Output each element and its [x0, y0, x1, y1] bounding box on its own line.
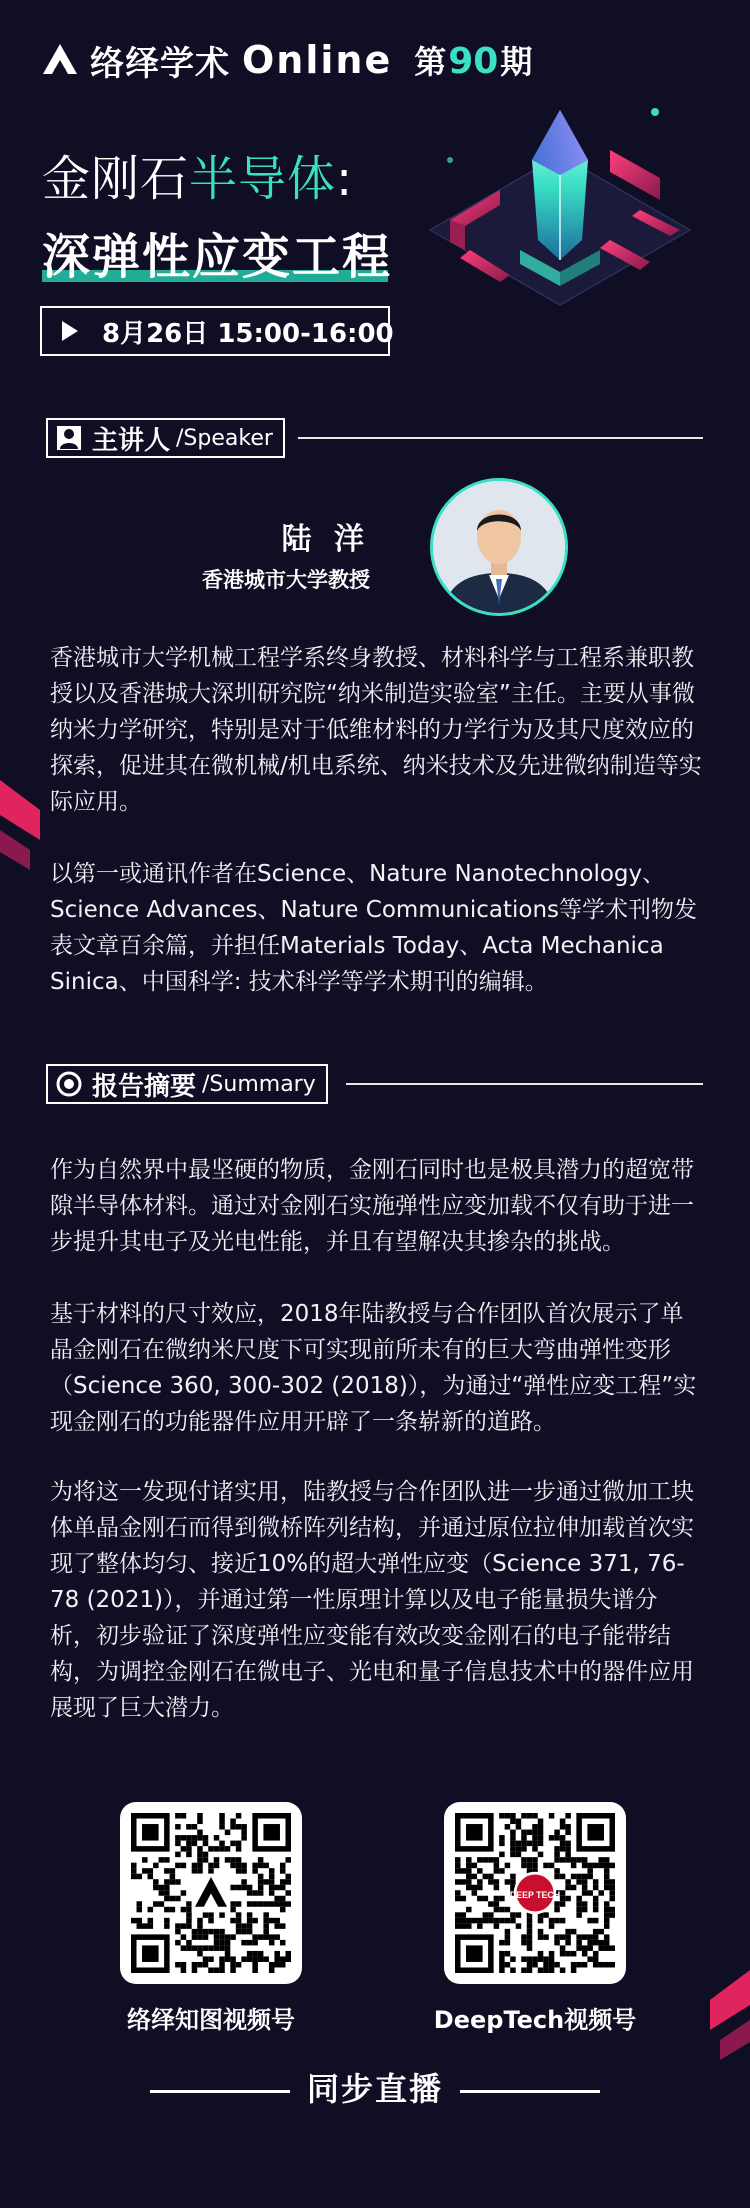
qr-code-luoyi[interactable]: [120, 1802, 302, 1984]
qr-code-luoyi-pattern: [131, 1813, 291, 1973]
summary-paragraph-2: 基于材料的尺寸效应，2018年陆教授与合作团队首次展示了单晶金刚石在微纳米尺度下可实现前所未有的巨大弯曲弹性变形（Science 360, 300-302 (2018)），为通过“弹性应变工程”实现金刚石的功能器件应用开辟了一条崭新的道路。: [50, 1301, 697, 1435]
issue-number: 第90期: [414, 41, 533, 82]
deeptech-logo-text: DEEP TECH: [509, 1889, 561, 1900]
event-datetime: 8月26日 15:00-16:00: [102, 318, 394, 349]
brand-header: [40, 32, 532, 88]
brand-online: Online: [242, 38, 393, 82]
speaker-section-tag: 主讲人 /Speaker: [46, 418, 285, 458]
title-line-2: 深弹性应变工程: [42, 229, 393, 285]
qr-code-deeptech-pattern: [455, 1813, 615, 1973]
summary-paragraph-1: 作为自然界中最坚硬的物质，金刚石同时也是极具潜力的超宽带隙半导体材料。通过对金刚石实施弹性应变加载不仅有助于进一步提升其电子及光电性能，并且有望解决其掺杂的挑战。: [50, 1157, 694, 1255]
speaker-name: 陆 洋: [281, 522, 370, 557]
play-icon: [62, 321, 78, 341]
live-line-left: [150, 2090, 290, 2093]
brand-name: 络绎学术: [90, 43, 230, 84]
brand-logo-icon: [40, 40, 80, 80]
target-icon: [56, 1071, 82, 1097]
diamond-illustration: [410, 90, 710, 320]
speaker-section-rule: [298, 437, 703, 439]
speaker-section-header: [46, 418, 285, 458]
speaker-portrait-icon: [433, 481, 565, 613]
qr-label-deeptech: DeepTech视频号: [433, 2006, 637, 2034]
event-datetime-box: [40, 306, 394, 356]
live-line-right: [460, 2090, 600, 2093]
summary-section-rule: [346, 1083, 703, 1085]
title-line-1: 金刚石半导体:: [42, 151, 354, 207]
speaker-bio-paragraph-2: 以第一或通讯作者在Science、Nature Nanotechnology、Science Advances、Nature Communications等学术刊物发表文章百余篇，并担任Materials Today、Acta Mechanica Sinica、中国科学: 技术科学等学术期刊的编辑。: [50, 861, 698, 995]
qr-code-deeptech[interactable]: [444, 1802, 626, 1984]
qr-label-luoyi: 络绎知图视频号: [127, 2006, 295, 2034]
live-broadcast-label: 同步直播: [0, 2064, 750, 2110]
speaker-avatar: [430, 478, 568, 616]
decorative-shard-right: [690, 1960, 750, 2080]
speaker-bio-paragraph-1: 香港城市大学机械工程学系终身教授、材料科学与工程系兼职教授以及香港城大深圳研究院“纳米制造实验室”主任。主要从事微纳米力学研究，特别是对于低维材料的力学行为及其尺度效应的探索，促进其在微机械/机电系统、纳米技术及先进微纳制造等实际应用。: [50, 645, 702, 815]
summary-section-header: [46, 1064, 328, 1104]
summary-section-tag: 报告摘要 /Summary: [46, 1064, 328, 1104]
decorative-shard-left: [0, 770, 60, 890]
speaker-title: 香港城市大学教授: [202, 568, 370, 592]
summary-paragraph-3: 为将这一发现付诸实用，陆教授与合作团队进一步通过微加工块体单晶金刚石而得到微桥阵列结构，并通过原位拉伸加载首次实现了整体均匀、接近10%的超大弹性应变（Science 371, 76-78 (2021)），并通过第一性原理计算以及电子能量损失谱分析，初步验证了深度弹性应变能有效改变金刚石的电子能带结构，为调控金刚石在微电子、光电和量子信息技术中的器件应用展现了巨大潜力。: [50, 1479, 694, 1721]
person-icon: [56, 425, 82, 451]
